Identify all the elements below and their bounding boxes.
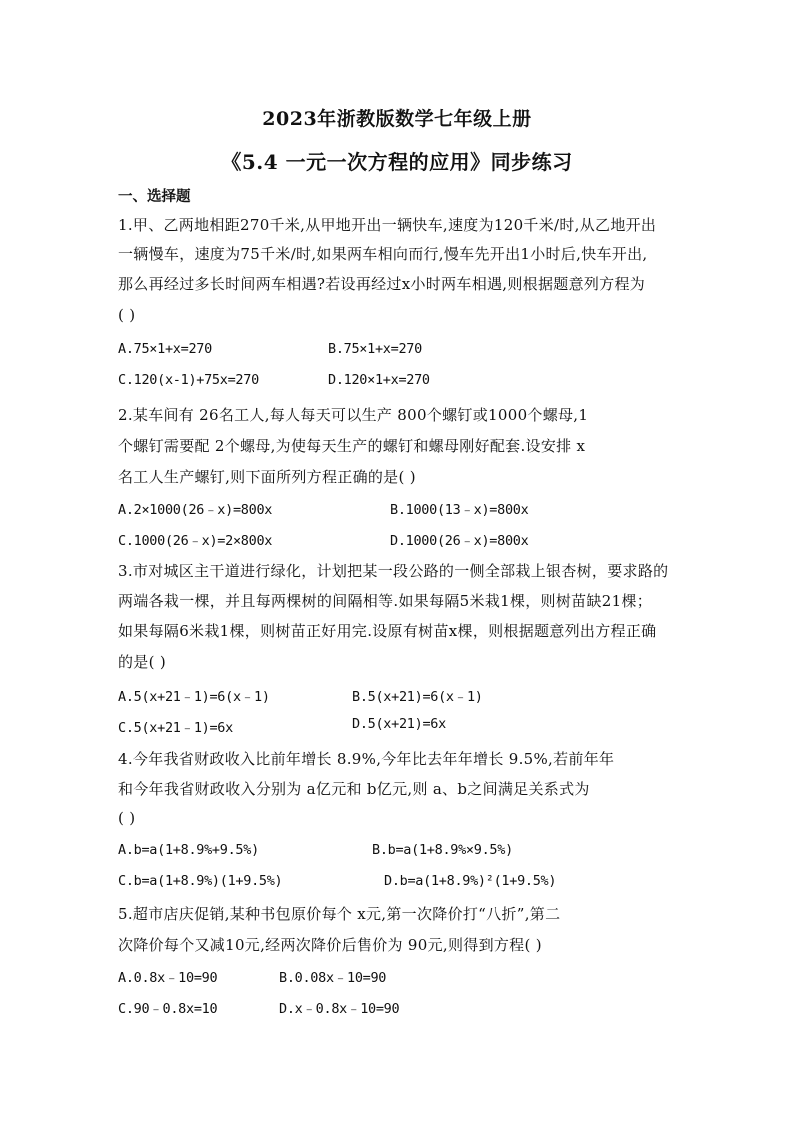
question-1-line-1: 1.甲、乙两地相距270千米,从甲地开出一辆快车,速度为120千米/时,从乙地开出 [118,216,657,234]
question-5-option-b: B.0.08x﹣10=90 [279,970,387,986]
question-4-line-2: 和今年我省财政收入分别为 a亿元和 b亿元,则 a、b之间满足关系式为 [118,780,590,798]
question-5-line-1: 5.超市店庆促销,某种书包原价每个 x元,第一次降价打“八折”,第二 [118,905,561,923]
question-5-option-d: D.x﹣0.8x﹣10=90 [279,1001,400,1017]
question-1-line-2: 一辆慢车，速度为75千米/时,如果两车相向而行,慢车先开出1小时后,快车开出, [118,245,648,263]
section-heading: 一、选择题 [118,188,191,205]
question-4-option-d: D.b=a(1+8.9%)²(1+9.5%) [384,873,557,889]
question-3-option-a: A.5(x+21﹣1)=6(x﹣1) [118,689,270,705]
question-4-option-b: B.b=a(1+8.9%×9.5%) [372,842,513,858]
question-1-line-4: ( ) [118,306,136,324]
question-2-option-b: B.1000(13﹣x)=800x [390,502,529,518]
question-2-line-3: 名工人生产螺钉,则下面所列方程正确的是( ) [118,468,416,486]
question-2-option-a: A.2×1000(26﹣x)=800x [118,502,273,518]
question-5-line-2: 次降价每个又减10元,经两次降价后售价为 90元,则得到方程( ) [118,936,542,954]
question-4-line-3: ( ) [118,809,136,827]
question-5-option-c: C.90﹣0.8x=10 [118,1001,218,1017]
question-4-option-a: A.b=a(1+8.9%+9.5%) [118,842,259,858]
question-4-option-c: C.b=a(1+8.9%)(1+9.5%) [118,873,283,889]
question-3-option-c: C.5(x+21﹣1)=6x [118,720,233,736]
question-3-line-1: 3.市对城区主干道进行绿化，计划把某一段公路的一侧全部栽上银杏树，要求路的 [118,562,669,580]
question-2-line-1: 2.某车间有 26名工人,每人每天可以生产 800个螺钉或1000个螺母,1 [118,406,589,424]
question-3-option-d: D.5(x+21)=6x [352,716,446,732]
question-4-line-1: 4.今年我省财政收入比前年增长 8.9%,今年比去年年增长 9.5%,若前年年 [118,750,615,768]
question-3-line-4: 的是( ) [118,653,166,671]
document-title: 2023年浙教版数学七年级上册 [262,108,532,130]
question-3-option-b: B.5(x+21)=6(x﹣1) [352,689,483,705]
question-3-line-2: 两端各栽一棵，并且每两棵树的间隔相等.如果每隔5米栽1棵，则树苗缺21棵； [118,592,653,610]
question-1-line-3: 那么再经过多长时间两车相遇?若设再经过x小时两车相遇,则根据题意列方程为 [118,275,646,293]
question-1-option-c: C.120(x-1)+75x=270 [118,372,259,388]
question-2-option-c: C.1000(26﹣x)=2×800x [118,533,273,549]
question-1-option-b: B.75×1+x=270 [328,341,422,357]
question-2-option-d: D.1000(26﹣x)=800x [390,533,529,549]
question-3-line-3: 如果每隔6米栽1棵，则树苗正好用完.设原有树苗x棵，则根据题意列出方程正确 [118,622,657,640]
document-subtitle: 《5.4 一元一次方程的应用》同步练习 [221,150,573,174]
question-1-option-d: D.120×1+x=270 [328,372,430,388]
question-2-line-2: 个螺钉需要配 2个螺母,为使每天生产的螺钉和螺母刚好配套.设安排 x [118,437,586,455]
question-1-option-a: A.75×1+x=270 [118,341,212,357]
question-5-option-a: A.0.8x﹣10=90 [118,970,218,986]
